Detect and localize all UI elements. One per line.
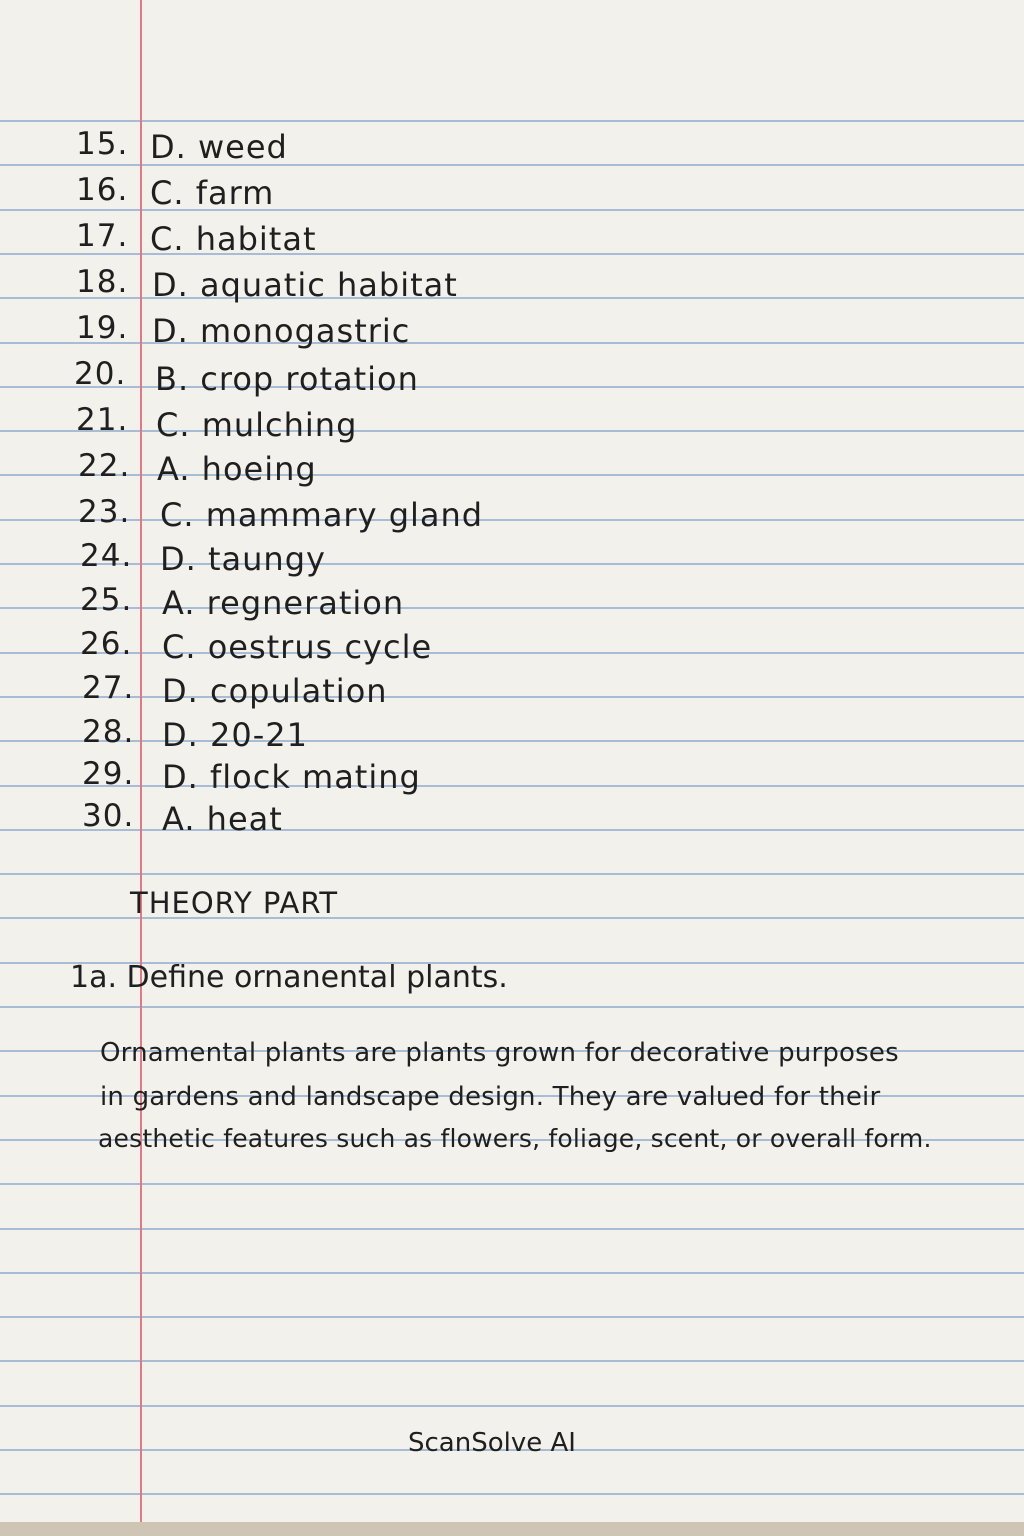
ruled-line [0, 1493, 1024, 1495]
question-number: 27. [82, 670, 135, 706]
answer-text: D. weed [150, 128, 288, 166]
question-number: 23. [78, 494, 131, 530]
ruled-line [0, 652, 1024, 654]
answer-text: D. aquatic habitat [152, 266, 458, 304]
ruled-line [0, 120, 1024, 122]
ruled-line [0, 1228, 1024, 1230]
ruled-line [0, 474, 1024, 476]
ruled-line [0, 386, 1024, 388]
footer-watermark: ScanSolve AI [408, 1428, 576, 1458]
ruled-line [0, 1405, 1024, 1407]
ruled-line [0, 430, 1024, 432]
theory-answer-line: in gardens and landscape design. They are valued for their [100, 1082, 881, 1112]
answer-text: D. taungy [160, 540, 326, 578]
ruled-line [0, 1360, 1024, 1362]
question-number: 28. [82, 714, 135, 750]
answer-text: B. crop rotation [155, 360, 419, 398]
answer-text: C. farm [150, 174, 275, 212]
answer-text: D. monogastric [152, 312, 411, 350]
ruled-line [0, 1272, 1024, 1274]
question-number: 24. [80, 538, 133, 574]
answer-text: D. flock mating [162, 758, 421, 796]
question-number: 30. [82, 798, 135, 834]
answer-text: C. mulching [156, 406, 358, 444]
answer-text: D. 20-21 [162, 716, 308, 754]
question-number: 21. [76, 402, 129, 438]
ruled-line [0, 519, 1024, 521]
ruled-line [0, 1006, 1024, 1008]
question-number: 29. [82, 756, 135, 792]
question-number: 19. [76, 310, 129, 346]
answer-text: A. heat [162, 800, 283, 838]
question-number: 20. [74, 356, 127, 392]
question-number: 22. [78, 448, 131, 484]
ruled-line [0, 829, 1024, 831]
question-number: 17. [76, 218, 129, 254]
question-number: 26. [80, 626, 133, 662]
ruled-line [0, 607, 1024, 609]
theory-question: 1a. Define ornanental plants. [70, 960, 508, 995]
answer-text: C. oestrus cycle [162, 628, 433, 666]
ruled-line [0, 563, 1024, 565]
ruled-line [0, 785, 1024, 787]
paper-edge [0, 1522, 1024, 1536]
answer-text: A. regneration [162, 584, 405, 622]
ruled-line [0, 1316, 1024, 1318]
ruled-line [0, 1183, 1024, 1185]
margin-line [140, 0, 142, 1536]
ruled-line [0, 873, 1024, 875]
question-number: 25. [80, 582, 133, 618]
answer-text: A. hoeing [157, 450, 317, 488]
answer-text: C. habitat [150, 220, 317, 258]
question-number: 15. [76, 126, 129, 162]
theory-answer-line: Ornamental plants are plants grown for decorative purposes [100, 1038, 899, 1068]
answer-text: D. copulation [162, 672, 388, 710]
question-number: 18. [76, 264, 129, 300]
question-number: 16. [76, 172, 129, 208]
section-heading: THEORY PART [130, 886, 339, 920]
ruled-line [0, 696, 1024, 698]
answer-text: C. mammary gland [160, 496, 484, 534]
ruled-line [0, 740, 1024, 742]
theory-answer-line: aesthetic features such as flowers, foliage, scent, or overall form. [98, 1124, 932, 1153]
